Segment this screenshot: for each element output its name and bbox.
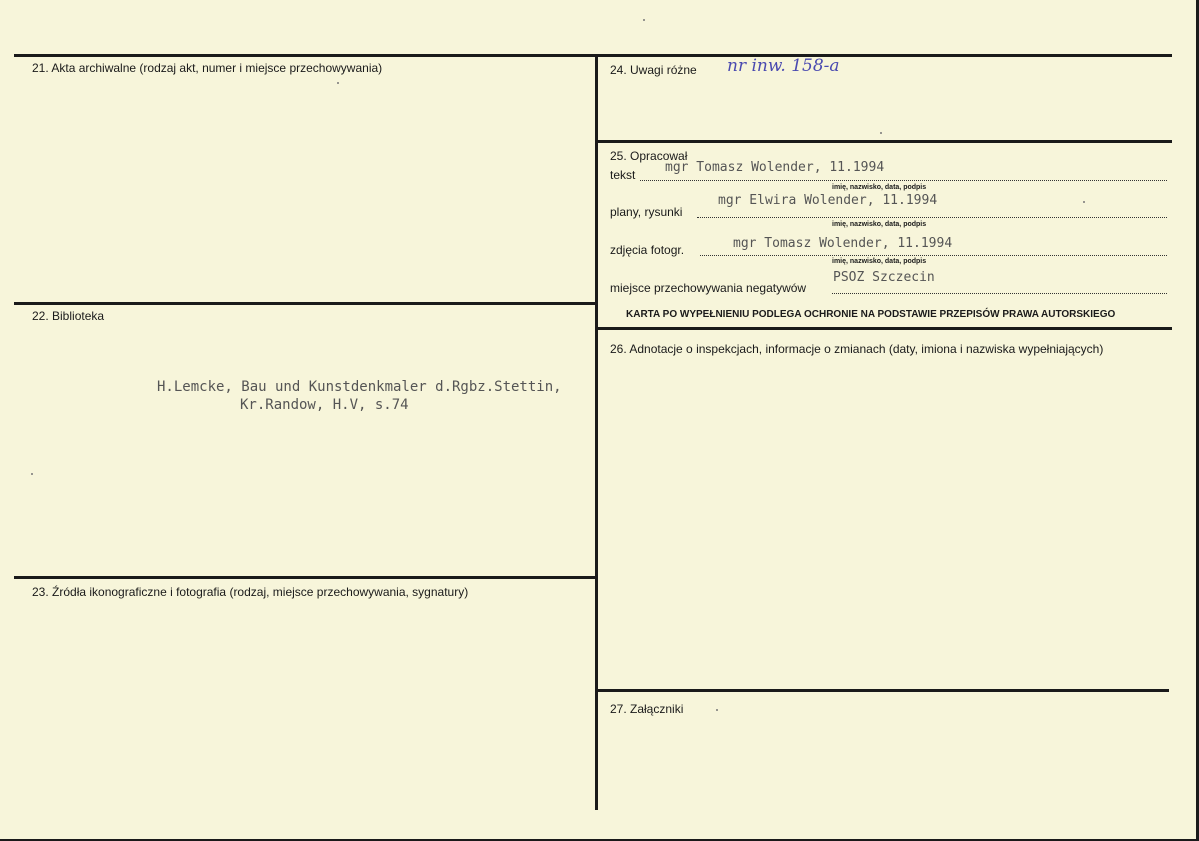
paper-speck: [643, 19, 645, 21]
divider-26-27: [597, 689, 1169, 692]
library-entry-line1: H.Lemcke, Bau und Kunstdenkmaler d.Rgbz.Stettin,: [157, 379, 562, 395]
field-21-label: 21. Akta archiwalne (rodzaj akt, numer i miejsce przechowywania): [32, 61, 383, 75]
field-25-label: 25. Opracował: [610, 149, 688, 163]
paper-speck: [1083, 201, 1085, 203]
tekst-value: mgr Tomasz Wolender, 11.1994: [665, 160, 885, 175]
paper-speck: [716, 709, 718, 711]
tekst-hint: imię, nazwisko, data, podpis: [832, 184, 927, 191]
negatywy-value: PSOZ Szczecin: [833, 270, 935, 285]
field-26-label: 26. Adnotacje o inspekcjach, informacje o zmianach (daty, imiona i nazwiska wypełniających): [610, 342, 1104, 356]
divider-25-26: [597, 327, 1172, 330]
zdjecia-label: zdjęcia fotogr.: [610, 243, 685, 257]
field-24-label: 24. Uwagi różne: [610, 63, 697, 77]
tekst-label: tekst: [610, 168, 636, 182]
plany-label: plany, rysunki: [610, 205, 683, 219]
field-22-label: 22. Biblioteka: [32, 309, 105, 323]
negatywy-dotted-line: [832, 293, 1167, 294]
field-23-label: 23. Źródła ikonograficzne i fotografia (rodzaj, miejsce przechowywania, sygnatury): [32, 585, 469, 599]
divider-21-22: [14, 302, 596, 305]
zdjecia-hint: imię, nazwisko, data, podpis: [832, 258, 927, 265]
library-entry-line2: Kr.Randow, H.V, s.74: [240, 397, 409, 413]
negatywy-label: miejsce przechowywania negatywów: [610, 281, 807, 295]
tekst-dotted-line: [640, 180, 1167, 181]
paper-speck: [880, 132, 882, 134]
plany-dotted-line: [697, 217, 1167, 218]
copyright-notice: KARTA PO WYPEŁNIENIU PODLEGA OCHRONIE NA PODSTAWIE PRZEPISÓW PRAWA AUTORSKIEGO: [626, 309, 1116, 320]
plany-value: mgr Elwira Wolender, 11.1994: [718, 193, 938, 208]
zdjecia-dotted-line: [700, 255, 1167, 256]
center-divider: [595, 54, 598, 810]
zdjecia-value: mgr Tomasz Wolender, 11.1994: [733, 236, 953, 251]
field-27-label: 27. Załączniki: [610, 702, 684, 716]
plany-hint: imię, nazwisko, data, podpis: [832, 221, 927, 228]
divider-22-23: [14, 576, 596, 579]
paper-speck: [31, 473, 33, 475]
top-divider: [14, 54, 1172, 57]
inventory-number-handwritten: nr inw. 158-a: [727, 56, 840, 76]
divider-24-25: [597, 140, 1172, 143]
paper-speck: [337, 82, 339, 84]
